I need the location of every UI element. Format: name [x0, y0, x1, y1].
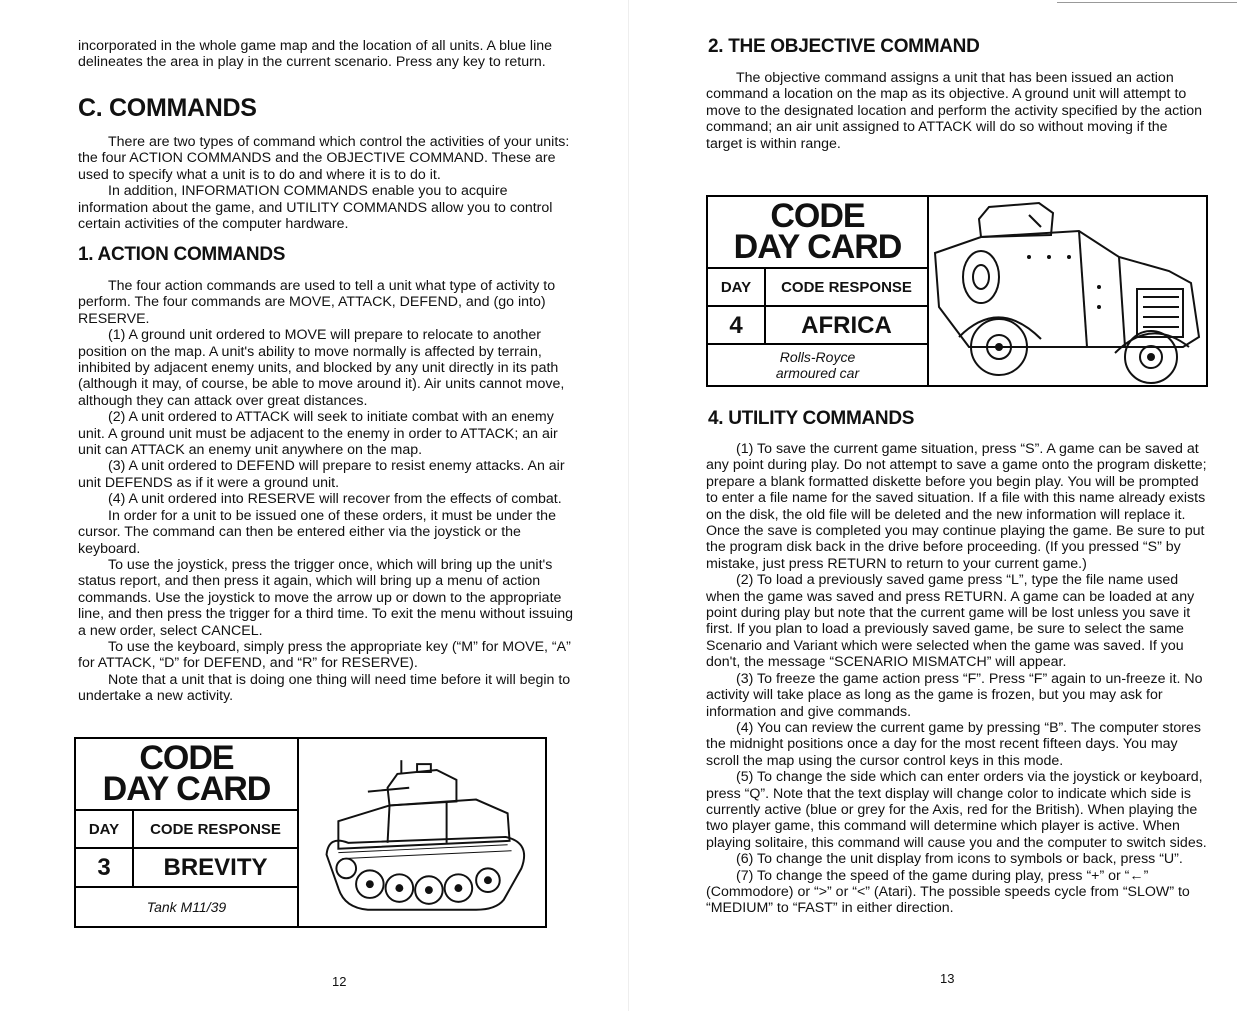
- paragraph: (2) To load a previously saved game press “L”, type the file name used when the game was saved and press RETURN. A game can be loaded at any point during play but note that the current game will be lost unless you save it first. If you plan to load a previously saved game, be sure to select the same Scenario and Variant which were selected when the game was saved. If you don't, the message “SCENARIO MISMATCH” will appear.: [706, 572, 1195, 671]
- day-column-header: DAY: [76, 811, 134, 847]
- card-value-row: [708, 305, 927, 345]
- page-number: 13: [940, 971, 955, 986]
- paragraph: There are two types of command which control the activities of your units: the four ACTION COMMANDS and the OBJECTIVE COMMAND. These are used to specify what a unit is to do and where it is to do it.: [78, 134, 570, 183]
- paragraph: In order for a unit to be issued one of these orders, it must be under the cursor. The command can then be entered either via the joystick or the keyboard.: [78, 507, 556, 557]
- left-page: [0, 0, 628, 1011]
- paragraph: Note that a unit that is doing one thing will need time before it will begin to undertake a new activity.: [78, 671, 571, 705]
- card-value-row: [76, 847, 297, 887]
- objective-paragraph: The objective command assigns a unit that has been issued an action command a location on the map as its objective. A ground unit will attempt to move to the designated location and perform the activity specified by the action command; an air unit assigned to ATTACK will do so without moving if the target is within range.: [706, 70, 1203, 152]
- paragraph: (4) You can review the current game by pressing “B”. The computer stores the midnight positions once a day for the most recent fifteen days. You may scroll the map using the cursor control keys in this mode.: [706, 719, 1201, 769]
- paragraph: (1) To save the current game situation, press “S”. A game can be saved at any point during play. Do not attempt to save a game onto the program diskette; prepare a blank formatted diskette before you begin play. You will be prompted to enter a file name for the saved situation. If a file with this name already exists on the disk, the old file will be deleted and the new information will replace it. Once the save is completed you may continue playing the game. Be sure to put the program disk back in the drive before proceeding. (If you pressed “S” by mistake, just press RETURN to return to your current game.): [706, 441, 1207, 572]
- right-page: [628, 0, 1257, 1011]
- card-caption: Tank M11/39: [76, 886, 297, 926]
- paragraph: (3) A unit ordered to DEFEND will prepare to resist enemy attacks. An air unit DEFENDS as if it were a ground unit.: [78, 458, 565, 491]
- card-caption: Rolls-Royce armoured car: [708, 343, 927, 385]
- action-commands-heading: 1. ACTION COMMANDS: [78, 244, 286, 265]
- code-day-card: [74, 737, 547, 928]
- paragraph: The four action commands are used to tell a unit what type of activity to perform. The four commands are MOVE, ATTACK, DEFEND, and (go into) RESERVE.: [78, 278, 556, 327]
- paragraph: (7) To change the speed of the game during play, press “+” or “←” (Commodore) or “>” or “<” (Atari). The possible speeds cycle from “SLOW” to “MEDIUM” to “FAST” in either direction.: [706, 867, 1190, 917]
- paragraph: (3) To freeze the game action press “F”. Press “F” again to un-freeze it. No activity will take place as long as the game is frozen, but you may ask for information and give commands.: [706, 670, 1203, 720]
- card-info: [76, 739, 299, 926]
- response-value: AFRICA: [801, 312, 892, 339]
- day-column-header: DAY: [708, 269, 766, 305]
- commands-text: [78, 134, 578, 232]
- paragraph: (5) To change the side which can enter orders via the joystick or keyboard, press “Q”. Note that the text display will change color to indicate which side is currently active (blue or grey for the Axis, red for the British). When playing the two player game, this command will determine which player is active. When playing solitaire, this command will cause you and the computer to switch sides.: [706, 769, 1207, 851]
- card-header-row: [708, 267, 927, 305]
- code-day-card: [706, 195, 1208, 387]
- objective-command-heading: 2. THE OBJECTIVE COMMAND: [708, 36, 980, 57]
- card-title: CODE DAY CARD: [733, 197, 902, 266]
- paragraph: In addition, INFORMATION COMMANDS enable you to acquire information about the game, and UTILITY COMMANDS allow you to control certain activities of the computer hardware.: [78, 183, 553, 233]
- paragraph: (4) A unit ordered into RESERVE will recover from the effects of combat.: [108, 491, 562, 508]
- day-value: 4: [708, 307, 766, 345]
- armoured-car-illustration-icon: [929, 197, 1206, 385]
- response-value: BREVITY: [163, 854, 268, 881]
- card-title: CODE DAY CARD: [102, 739, 271, 808]
- day-value: 3: [76, 849, 134, 887]
- paragraph: (2) A unit ordered to ATTACK will seek to initiate combat with an enemy unit. A ground unit must be adjacent to the enemy in order to ATTACK; an air unit can ATTACK an enemy unit anywhere on the map.: [78, 409, 558, 459]
- page-number: 12: [332, 974, 347, 989]
- paragraph: (6) To change the unit display from icons to symbols or back, press “U”.: [736, 851, 1183, 868]
- utility-commands-heading: 4. UTILITY COMMANDS: [708, 408, 915, 429]
- paragraph: (1) A ground unit ordered to MOVE will prepare to relocate to another position on the map. A unit's ability to move normally is affected by terrain, inhibited by adjacent enemy units, and blocked by any unit directly in its path (although it may, of course, be able to move around it). Air units cannot move, although they can attack over great distances.: [78, 327, 565, 409]
- utility-commands-text: [706, 441, 1208, 917]
- response-column-header: CODE RESPONSE: [150, 820, 281, 838]
- response-column-header: CODE RESPONSE: [781, 278, 912, 296]
- section-heading: C. COMMANDS: [78, 94, 257, 122]
- card-info: [708, 197, 929, 385]
- paragraph: To use the keyboard, simply press the appropriate key (“M” for MOVE, “A” for ATTACK, “D” for DEFEND, and “R” for RESERVE).: [78, 638, 571, 672]
- paragraph: To use the joystick, press the trigger once, which will bring up the unit's status report, and then press it again, which will bring up a menu of action commands. Use the joystick to move the arrow up or down to the appropriate line, and then press the trigger for a third time. To exit the menu without issuing a new order, select CANCEL.: [78, 556, 573, 639]
- tank-illustration-icon: [299, 739, 545, 926]
- intro-paragraph: incorporated in the whole game map and the location of all units. A blue line delineates the area in play in the current scenario. Press any key to return.: [78, 38, 553, 71]
- card-header-row: [76, 809, 297, 847]
- action-commands-text: [78, 278, 578, 705]
